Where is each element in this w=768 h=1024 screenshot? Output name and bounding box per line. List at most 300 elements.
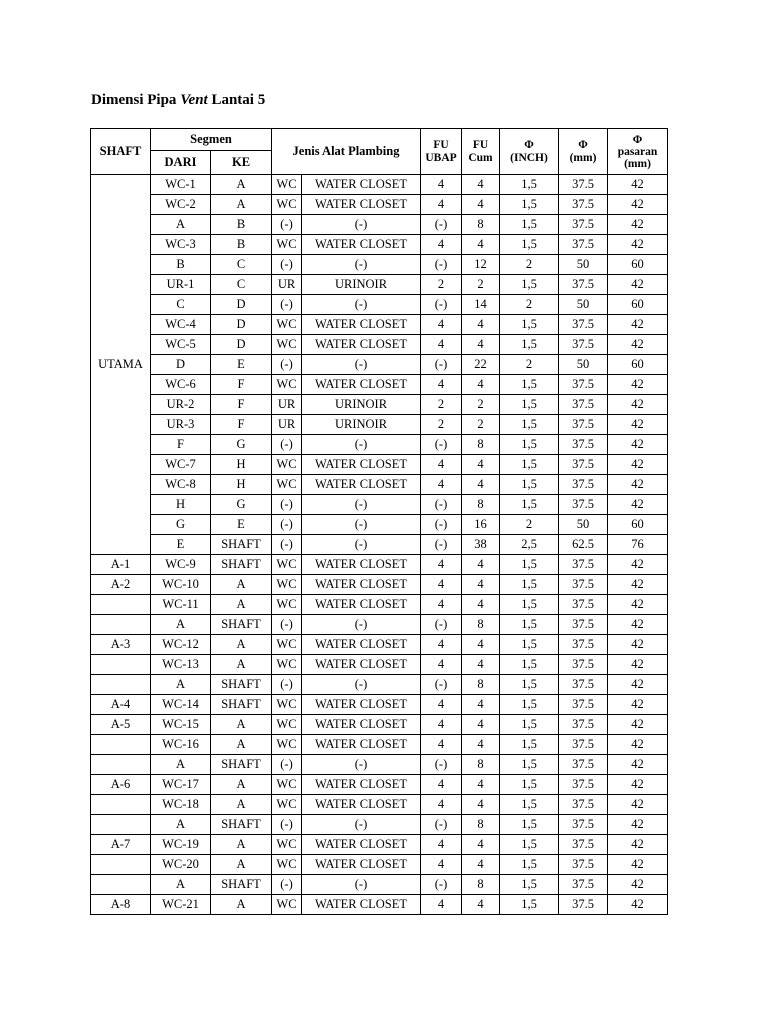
table-row bbox=[91, 535, 668, 555]
table-row bbox=[91, 475, 668, 495]
cell-phi-inch: 1,5 bbox=[500, 755, 559, 775]
cell-fu-ubap: (-) bbox=[421, 295, 462, 315]
cell-fu-ubap: (-) bbox=[421, 495, 462, 515]
cell-phi-pasaran: 42 bbox=[608, 335, 668, 355]
cell-dari: WC-6 bbox=[151, 375, 211, 395]
cell-ke: A bbox=[211, 595, 272, 615]
cell-phi-pasaran: 42 bbox=[608, 555, 668, 575]
cell-phi-inch: 1,5 bbox=[500, 315, 559, 335]
cell-dari: WC-9 bbox=[151, 555, 211, 575]
cell-fu-ubap: 4 bbox=[421, 235, 462, 255]
table-row bbox=[91, 295, 668, 315]
table-row bbox=[91, 195, 668, 215]
cell-jenis: (-) bbox=[302, 215, 421, 235]
cell-kode: WC bbox=[272, 455, 302, 475]
cell-phi-pasaran: 42 bbox=[608, 755, 668, 775]
cell-kode: (-) bbox=[272, 495, 302, 515]
cell-ke: A bbox=[211, 775, 272, 795]
cell-jenis: URINOIR bbox=[302, 395, 421, 415]
cell-fu-cum: 4 bbox=[462, 375, 500, 395]
table-row bbox=[91, 455, 668, 475]
cell-phi-pasaran: 42 bbox=[608, 675, 668, 695]
cell-fu-ubap: 4 bbox=[421, 655, 462, 675]
cell-kode: UR bbox=[272, 415, 302, 435]
cell-fu-ubap: 4 bbox=[421, 175, 462, 195]
table-row bbox=[91, 275, 668, 295]
cell-dari: A bbox=[151, 675, 211, 695]
cell-ke: F bbox=[211, 395, 272, 415]
cell-ke: SHAFT bbox=[211, 875, 272, 895]
cell-fu-cum: 12 bbox=[462, 255, 500, 275]
cell-jenis: WATER CLOSET bbox=[302, 455, 421, 475]
cell-kode: WC bbox=[272, 335, 302, 355]
cell-jenis: WATER CLOSET bbox=[302, 835, 421, 855]
cell-fu-cum: 38 bbox=[462, 535, 500, 555]
cell-phi-inch: 1,5 bbox=[500, 555, 559, 575]
cell-shaft: UTAMA bbox=[91, 175, 151, 555]
cell-phi-mm: 50 bbox=[559, 355, 608, 375]
cell-fu-cum: 4 bbox=[462, 855, 500, 875]
cell-jenis: WATER CLOSET bbox=[302, 735, 421, 755]
cell-dari: WC-11 bbox=[151, 595, 211, 615]
cell-shaft: A-1 bbox=[91, 555, 151, 575]
cell-fu-ubap: (-) bbox=[421, 435, 462, 455]
cell-dari: D bbox=[151, 355, 211, 375]
cell-ke: F bbox=[211, 375, 272, 395]
table-row bbox=[91, 415, 668, 435]
cell-phi-pasaran: 42 bbox=[608, 635, 668, 655]
cell-phi-pasaran: 42 bbox=[608, 315, 668, 335]
cell-phi-mm: 37.5 bbox=[559, 555, 608, 575]
cell-phi-mm: 37.5 bbox=[559, 675, 608, 695]
header-fu-ubap-l1: FU bbox=[433, 138, 449, 151]
cell-fu-ubap: 4 bbox=[421, 735, 462, 755]
table-row bbox=[91, 715, 668, 735]
cell-dari: WC-7 bbox=[151, 455, 211, 475]
cell-dari: WC-3 bbox=[151, 235, 211, 255]
title-italic: Vent bbox=[180, 92, 208, 108]
cell-phi-mm: 50 bbox=[559, 515, 608, 535]
cell-dari: WC-12 bbox=[151, 635, 211, 655]
cell-shaft: A-6 bbox=[91, 775, 151, 795]
header-fu-cum-l2: Cum bbox=[468, 151, 493, 164]
cell-phi-pasaran: 42 bbox=[608, 415, 668, 435]
cell-dari: WC-14 bbox=[151, 695, 211, 715]
cell-kode: (-) bbox=[272, 255, 302, 275]
cell-fu-cum: 8 bbox=[462, 875, 500, 895]
cell-ke: SHAFT bbox=[211, 755, 272, 775]
cell-jenis: (-) bbox=[302, 295, 421, 315]
cell-phi-inch: 1,5 bbox=[500, 775, 559, 795]
cell-phi-inch: 1,5 bbox=[500, 615, 559, 635]
cell-ke: A bbox=[211, 895, 272, 915]
table-row bbox=[91, 495, 668, 515]
cell-fu-cum: 4 bbox=[462, 235, 500, 255]
cell-dari: WC-19 bbox=[151, 835, 211, 855]
cell-phi-pasaran: 42 bbox=[608, 215, 668, 235]
cell-kode: WC bbox=[272, 315, 302, 335]
cell-ke: G bbox=[211, 435, 272, 455]
cell-phi-pasaran: 42 bbox=[608, 715, 668, 735]
cell-fu-cum: 4 bbox=[462, 655, 500, 675]
cell-kode: WC bbox=[272, 835, 302, 855]
cell-fu-ubap: 4 bbox=[421, 855, 462, 875]
cell-kode: (-) bbox=[272, 535, 302, 555]
cell-jenis: (-) bbox=[302, 435, 421, 455]
title-suffix: Lantai 5 bbox=[207, 92, 266, 108]
table-row bbox=[91, 795, 668, 815]
table-row bbox=[91, 575, 668, 595]
cell-phi-mm: 37.5 bbox=[559, 615, 608, 635]
cell-phi-pasaran: 42 bbox=[608, 875, 668, 895]
cell-fu-ubap: (-) bbox=[421, 815, 462, 835]
cell-fu-ubap: 4 bbox=[421, 195, 462, 215]
cell-fu-cum: 4 bbox=[462, 635, 500, 655]
cell-kode: (-) bbox=[272, 875, 302, 895]
cell-fu-ubap: 4 bbox=[421, 455, 462, 475]
table-row bbox=[91, 435, 668, 455]
cell-kode: WC bbox=[272, 895, 302, 915]
cell-ke: SHAFT bbox=[211, 535, 272, 555]
cell-fu-cum: 4 bbox=[462, 475, 500, 495]
cell-fu-ubap: 2 bbox=[421, 395, 462, 415]
cell-fu-cum: 4 bbox=[462, 575, 500, 595]
cell-ke: C bbox=[211, 275, 272, 295]
cell-fu-ubap: (-) bbox=[421, 215, 462, 235]
cell-jenis: (-) bbox=[302, 495, 421, 515]
table-row bbox=[91, 615, 668, 635]
cell-phi-inch: 1,5 bbox=[500, 455, 559, 475]
cell-shaft bbox=[91, 655, 151, 675]
cell-phi-pasaran: 76 bbox=[608, 535, 668, 555]
cell-kode: WC bbox=[272, 795, 302, 815]
cell-kode: WC bbox=[272, 475, 302, 495]
cell-fu-ubap: (-) bbox=[421, 875, 462, 895]
cell-dari: WC-20 bbox=[151, 855, 211, 875]
cell-fu-ubap: (-) bbox=[421, 615, 462, 635]
cell-jenis: URINOIR bbox=[302, 275, 421, 295]
cell-fu-ubap: 4 bbox=[421, 715, 462, 735]
cell-fu-ubap: (-) bbox=[421, 355, 462, 375]
cell-phi-mm: 37.5 bbox=[559, 235, 608, 255]
header-phi-mm-l2: (mm) bbox=[569, 151, 597, 164]
cell-kode: WC bbox=[272, 195, 302, 215]
cell-phi-mm: 37.5 bbox=[559, 175, 608, 195]
cell-kode: WC bbox=[272, 855, 302, 875]
cell-phi-mm: 37.5 bbox=[559, 335, 608, 355]
cell-fu-cum: 4 bbox=[462, 195, 500, 215]
cell-phi-pasaran: 42 bbox=[608, 495, 668, 515]
cell-ke: A bbox=[211, 735, 272, 755]
cell-dari: WC-13 bbox=[151, 655, 211, 675]
cell-fu-cum: 4 bbox=[462, 315, 500, 335]
cell-phi-mm: 37.5 bbox=[559, 475, 608, 495]
cell-phi-inch: 1,5 bbox=[500, 335, 559, 355]
cell-kode: (-) bbox=[272, 755, 302, 775]
cell-phi-inch: 2 bbox=[500, 515, 559, 535]
cell-ke: A bbox=[211, 635, 272, 655]
cell-ke: A bbox=[211, 855, 272, 875]
page-title bbox=[91, 92, 265, 109]
table-body bbox=[91, 175, 668, 915]
cell-dari: WC-2 bbox=[151, 195, 211, 215]
cell-ke: E bbox=[211, 355, 272, 375]
cell-kode: (-) bbox=[272, 615, 302, 635]
cell-fu-cum: 2 bbox=[462, 275, 500, 295]
cell-jenis: WATER CLOSET bbox=[302, 555, 421, 575]
cell-phi-mm: 62.5 bbox=[559, 535, 608, 555]
cell-jenis: (-) bbox=[302, 255, 421, 275]
cell-fu-ubap: 4 bbox=[421, 475, 462, 495]
cell-shaft bbox=[91, 815, 151, 835]
cell-fu-ubap: 4 bbox=[421, 315, 462, 335]
cell-jenis: (-) bbox=[302, 675, 421, 695]
cell-phi-inch: 1,5 bbox=[500, 395, 559, 415]
cell-fu-ubap: 4 bbox=[421, 695, 462, 715]
cell-phi-pasaran: 42 bbox=[608, 235, 668, 255]
cell-shaft: A-4 bbox=[91, 695, 151, 715]
cell-phi-pasaran: 42 bbox=[608, 455, 668, 475]
cell-phi-inch: 2 bbox=[500, 355, 559, 375]
header-dari: DARI bbox=[151, 151, 211, 175]
cell-ke: C bbox=[211, 255, 272, 275]
cell-fu-ubap: 4 bbox=[421, 335, 462, 355]
cell-phi-pasaran: 42 bbox=[608, 735, 668, 755]
table-row bbox=[91, 735, 668, 755]
cell-phi-mm: 37.5 bbox=[559, 755, 608, 775]
cell-fu-ubap: 4 bbox=[421, 575, 462, 595]
cell-fu-cum: 8 bbox=[462, 675, 500, 695]
cell-ke: A bbox=[211, 835, 272, 855]
cell-phi-pasaran: 60 bbox=[608, 515, 668, 535]
table-row bbox=[91, 375, 668, 395]
cell-phi-inch: 1,5 bbox=[500, 175, 559, 195]
cell-jenis: WATER CLOSET bbox=[302, 475, 421, 495]
cell-ke: F bbox=[211, 415, 272, 435]
cell-phi-inch: 1,5 bbox=[500, 275, 559, 295]
cell-phi-pasaran: 60 bbox=[608, 295, 668, 315]
cell-phi-inch: 1,5 bbox=[500, 675, 559, 695]
table-row bbox=[91, 895, 668, 915]
cell-ke: B bbox=[211, 235, 272, 255]
cell-phi-pasaran: 42 bbox=[608, 815, 668, 835]
cell-phi-inch: 1,5 bbox=[500, 795, 559, 815]
header-segmen: Segmen bbox=[151, 129, 272, 151]
cell-phi-mm: 37.5 bbox=[559, 655, 608, 675]
cell-shaft bbox=[91, 595, 151, 615]
cell-phi-inch: 1,5 bbox=[500, 855, 559, 875]
cell-ke: SHAFT bbox=[211, 675, 272, 695]
cell-ke: A bbox=[211, 655, 272, 675]
cell-jenis: WATER CLOSET bbox=[302, 695, 421, 715]
vent-pipe-table bbox=[90, 128, 668, 915]
cell-jenis: WATER CLOSET bbox=[302, 575, 421, 595]
cell-fu-cum: 14 bbox=[462, 295, 500, 315]
table-row bbox=[91, 695, 668, 715]
cell-phi-pasaran: 42 bbox=[608, 655, 668, 675]
table-row bbox=[91, 835, 668, 855]
cell-ke: G bbox=[211, 495, 272, 515]
cell-fu-ubap: 2 bbox=[421, 415, 462, 435]
cell-phi-pasaran: 60 bbox=[608, 255, 668, 275]
cell-fu-cum: 2 bbox=[462, 395, 500, 415]
cell-ke: SHAFT bbox=[211, 815, 272, 835]
cell-dari: A bbox=[151, 875, 211, 895]
cell-phi-mm: 37.5 bbox=[559, 695, 608, 715]
cell-fu-cum: 4 bbox=[462, 735, 500, 755]
table-row bbox=[91, 635, 668, 655]
cell-fu-ubap: 4 bbox=[421, 795, 462, 815]
cell-fu-ubap: 4 bbox=[421, 835, 462, 855]
table-row bbox=[91, 815, 668, 835]
cell-phi-mm: 37.5 bbox=[559, 895, 608, 915]
cell-phi-mm: 37.5 bbox=[559, 435, 608, 455]
header-phi-inch-l2: (INCH) bbox=[510, 151, 548, 164]
table-row bbox=[91, 755, 668, 775]
cell-phi-pasaran: 42 bbox=[608, 435, 668, 455]
table-row bbox=[91, 355, 668, 375]
cell-shaft bbox=[91, 615, 151, 635]
cell-kode: WC bbox=[272, 635, 302, 655]
cell-ke: D bbox=[211, 335, 272, 355]
cell-jenis: WATER CLOSET bbox=[302, 375, 421, 395]
cell-dari: WC-15 bbox=[151, 715, 211, 735]
cell-fu-ubap: 4 bbox=[421, 375, 462, 395]
cell-fu-cum: 4 bbox=[462, 455, 500, 475]
cell-ke: H bbox=[211, 455, 272, 475]
cell-phi-inch: 2,5 bbox=[500, 535, 559, 555]
cell-fu-cum: 4 bbox=[462, 895, 500, 915]
cell-fu-cum: 8 bbox=[462, 435, 500, 455]
table-row bbox=[91, 675, 668, 695]
cell-shaft bbox=[91, 755, 151, 775]
cell-phi-mm: 37.5 bbox=[559, 795, 608, 815]
cell-dari: WC-21 bbox=[151, 895, 211, 915]
cell-jenis: (-) bbox=[302, 815, 421, 835]
table-row bbox=[91, 855, 668, 875]
cell-phi-mm: 37.5 bbox=[559, 875, 608, 895]
cell-dari: UR-1 bbox=[151, 275, 211, 295]
cell-shaft bbox=[91, 735, 151, 755]
header-phi-pasaran bbox=[608, 129, 668, 175]
cell-fu-cum: 4 bbox=[462, 835, 500, 855]
header-jenis: Jenis Alat Plambing bbox=[272, 129, 421, 175]
cell-dari: H bbox=[151, 495, 211, 515]
cell-ke: A bbox=[211, 575, 272, 595]
cell-phi-inch: 1,5 bbox=[500, 195, 559, 215]
header-shaft: SHAFT bbox=[91, 129, 151, 175]
cell-phi-inch: 1,5 bbox=[500, 495, 559, 515]
cell-jenis: WATER CLOSET bbox=[302, 175, 421, 195]
cell-dari: UR-3 bbox=[151, 415, 211, 435]
cell-kode: WC bbox=[272, 715, 302, 735]
table-row bbox=[91, 875, 668, 895]
cell-jenis: (-) bbox=[302, 875, 421, 895]
header-phi-inch-l1: Φ bbox=[524, 138, 534, 151]
table-row bbox=[91, 395, 668, 415]
cell-dari: WC-5 bbox=[151, 335, 211, 355]
cell-phi-mm: 37.5 bbox=[559, 215, 608, 235]
cell-jenis: URINOIR bbox=[302, 415, 421, 435]
title-prefix: Dimensi Pipa bbox=[91, 92, 181, 108]
cell-fu-ubap: 4 bbox=[421, 595, 462, 615]
cell-jenis: WATER CLOSET bbox=[302, 335, 421, 355]
cell-fu-cum: 22 bbox=[462, 355, 500, 375]
cell-shaft: A-7 bbox=[91, 835, 151, 855]
cell-shaft bbox=[91, 875, 151, 895]
header-phi-pasaran-l1: Φ bbox=[632, 133, 643, 146]
cell-fu-ubap: 4 bbox=[421, 635, 462, 655]
cell-phi-mm: 37.5 bbox=[559, 275, 608, 295]
cell-kode: WC bbox=[272, 655, 302, 675]
header-phi-mm-l1: Φ bbox=[578, 138, 588, 151]
cell-fu-cum: 4 bbox=[462, 715, 500, 735]
cell-phi-mm: 37.5 bbox=[559, 635, 608, 655]
cell-phi-pasaran: 42 bbox=[608, 695, 668, 715]
cell-dari: UR-2 bbox=[151, 395, 211, 415]
cell-phi-mm: 37.5 bbox=[559, 415, 608, 435]
cell-phi-inch: 1,5 bbox=[500, 875, 559, 895]
cell-phi-inch: 1,5 bbox=[500, 715, 559, 735]
table-row bbox=[91, 555, 668, 575]
cell-ke: D bbox=[211, 295, 272, 315]
cell-phi-inch: 1,5 bbox=[500, 635, 559, 655]
cell-phi-pasaran: 42 bbox=[608, 895, 668, 915]
cell-ke: A bbox=[211, 195, 272, 215]
cell-phi-pasaran: 42 bbox=[608, 275, 668, 295]
cell-fu-cum: 8 bbox=[462, 815, 500, 835]
cell-jenis: WATER CLOSET bbox=[302, 315, 421, 335]
cell-dari: A bbox=[151, 815, 211, 835]
cell-jenis: (-) bbox=[302, 355, 421, 375]
cell-phi-mm: 37.5 bbox=[559, 195, 608, 215]
cell-jenis: (-) bbox=[302, 755, 421, 775]
cell-fu-ubap: 4 bbox=[421, 775, 462, 795]
table-row bbox=[91, 175, 668, 195]
cell-kode: WC bbox=[272, 175, 302, 195]
table-row bbox=[91, 315, 668, 335]
cell-kode: (-) bbox=[272, 435, 302, 455]
cell-fu-cum: 4 bbox=[462, 595, 500, 615]
cell-jenis: WATER CLOSET bbox=[302, 895, 421, 915]
cell-kode: (-) bbox=[272, 515, 302, 535]
header-phi-mm bbox=[559, 129, 608, 175]
cell-jenis: WATER CLOSET bbox=[302, 775, 421, 795]
cell-phi-inch: 1,5 bbox=[500, 435, 559, 455]
cell-phi-inch: 1,5 bbox=[500, 215, 559, 235]
cell-kode: WC bbox=[272, 375, 302, 395]
header-fu-cum bbox=[462, 129, 500, 175]
cell-phi-pasaran: 42 bbox=[608, 835, 668, 855]
cell-kode: UR bbox=[272, 275, 302, 295]
cell-shaft bbox=[91, 675, 151, 695]
cell-shaft: A-2 bbox=[91, 575, 151, 595]
table-row bbox=[91, 335, 668, 355]
table-row bbox=[91, 215, 668, 235]
cell-jenis: WATER CLOSET bbox=[302, 655, 421, 675]
header-ke: KE bbox=[211, 151, 272, 175]
cell-fu-ubap: 4 bbox=[421, 555, 462, 575]
cell-phi-pasaran: 42 bbox=[608, 475, 668, 495]
table-row bbox=[91, 655, 668, 675]
cell-dari: WC-18 bbox=[151, 795, 211, 815]
cell-dari: F bbox=[151, 435, 211, 455]
cell-phi-inch: 2 bbox=[500, 255, 559, 275]
cell-ke: H bbox=[211, 475, 272, 495]
cell-fu-cum: 4 bbox=[462, 335, 500, 355]
cell-dari: WC-1 bbox=[151, 175, 211, 195]
cell-dari: A bbox=[151, 215, 211, 235]
